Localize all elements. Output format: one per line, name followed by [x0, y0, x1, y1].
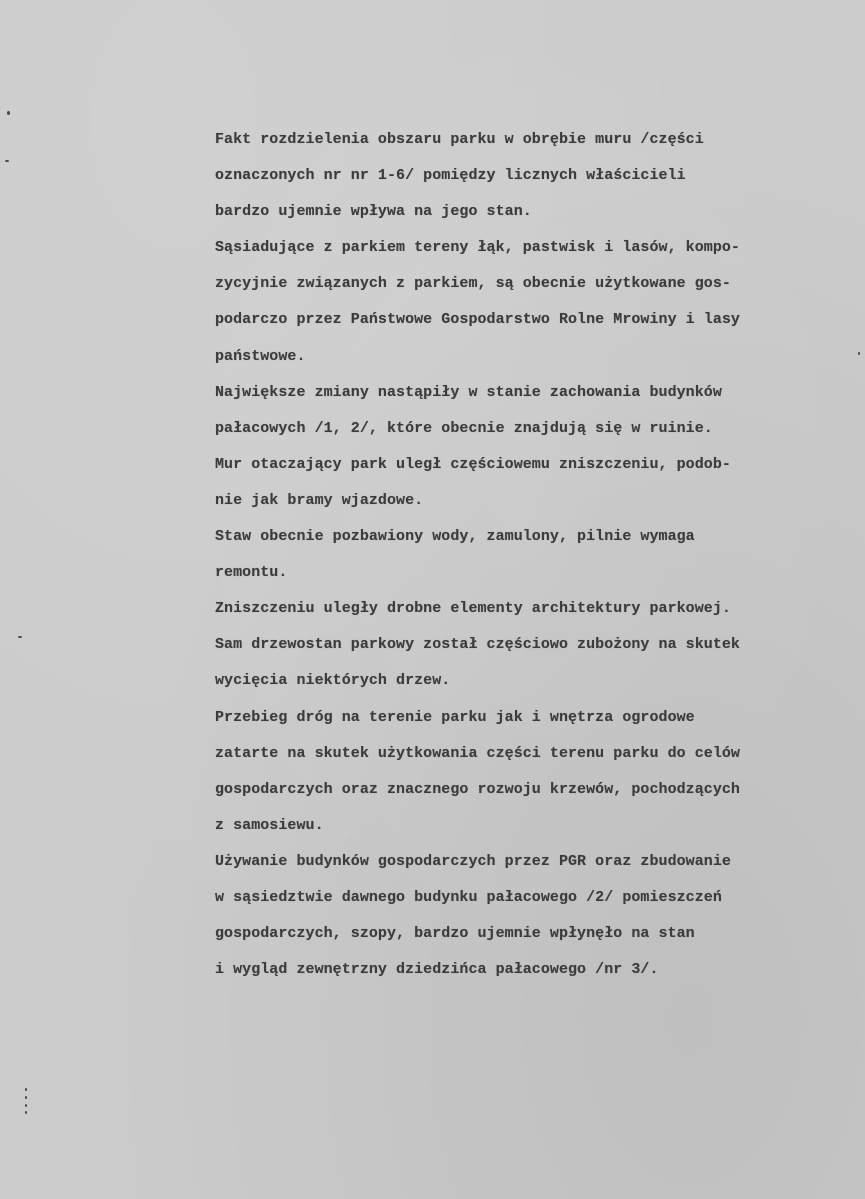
margin-speck: [7, 111, 10, 115]
text-line: w sąsiedztwie dawnego budynku pałacowego /2/ pomieszczeń: [215, 888, 722, 906]
text-line: z samosiewu.: [215, 816, 324, 834]
text-line: podarczo przez Państwowe Gospodarstwo Rolne Mrowiny i lasy: [215, 311, 740, 329]
text-line: pałacowych /1, 2/, które obecnie znajdują się w ruinie.: [215, 419, 713, 437]
margin-speck: [25, 1096, 27, 1099]
text-line: Przebieg dróg na terenie parku jak i wnętrza ogrodowe: [215, 708, 695, 726]
text-line: zatarte na skutek użytkowania części terenu parku do celów: [215, 744, 740, 762]
text-line: nie jak bramy wjazdowe.: [215, 491, 424, 509]
text-line: i wygląd zewnętrzny dziedzińca pałacowego /nr 3/.: [215, 961, 659, 979]
text-line: Fakt rozdzielenia obszaru parku w obrębie muru /części: [215, 131, 704, 148]
text-line: Największe zmiany nastąpiły w stanie zachowania budynków: [215, 383, 722, 401]
body-text: [215, 126, 860, 992]
text-line: gospodarczych oraz znacznego rozwoju krzewów, pochodzących: [215, 780, 740, 798]
text-line: Staw obecnie pozbawiony wody, zamulony, pilnie wymaga: [215, 528, 695, 546]
text-line: państwowe.: [215, 347, 306, 365]
text-line: bardzo ujemnie wpływa na jego stan.: [215, 203, 532, 221]
text-line: Używanie budynków gospodarczych przez PGR oraz zbudowanie: [215, 852, 731, 870]
text-line: gospodarczych, szopy, bardzo ujemnie wpłynęło na stan: [215, 925, 695, 943]
text-line: remontu.: [215, 564, 288, 582]
text-line: Sąsiadujące z parkiem tereny łąk, pastwisk i lasów, kompo-: [215, 239, 740, 257]
margin-speck: [25, 1111, 27, 1114]
text-line: Zniszczeniu uległy drobne elementy architektury parkowej.: [215, 600, 731, 618]
text-line: Sam drzewostan parkowy został częściowo zubożony na skutek: [215, 636, 740, 654]
margin-speck: [5, 160, 9, 162]
margin-speck: [25, 1104, 27, 1107]
margin-speck: [18, 636, 22, 638]
text-line: oznaczonych nr nr 1-6/ pomiędzy licznych właścicieli: [215, 167, 686, 185]
text-line: zycyjnie związanych z parkiem, są obecnie użytkowane gos-: [215, 275, 731, 293]
margin-speck: [25, 1088, 27, 1091]
text-line: Mur otaczający park uległ częściowemu zniszczeniu, podob-: [215, 455, 731, 473]
text-line: wycięcia niektórych drzew.: [215, 672, 451, 690]
